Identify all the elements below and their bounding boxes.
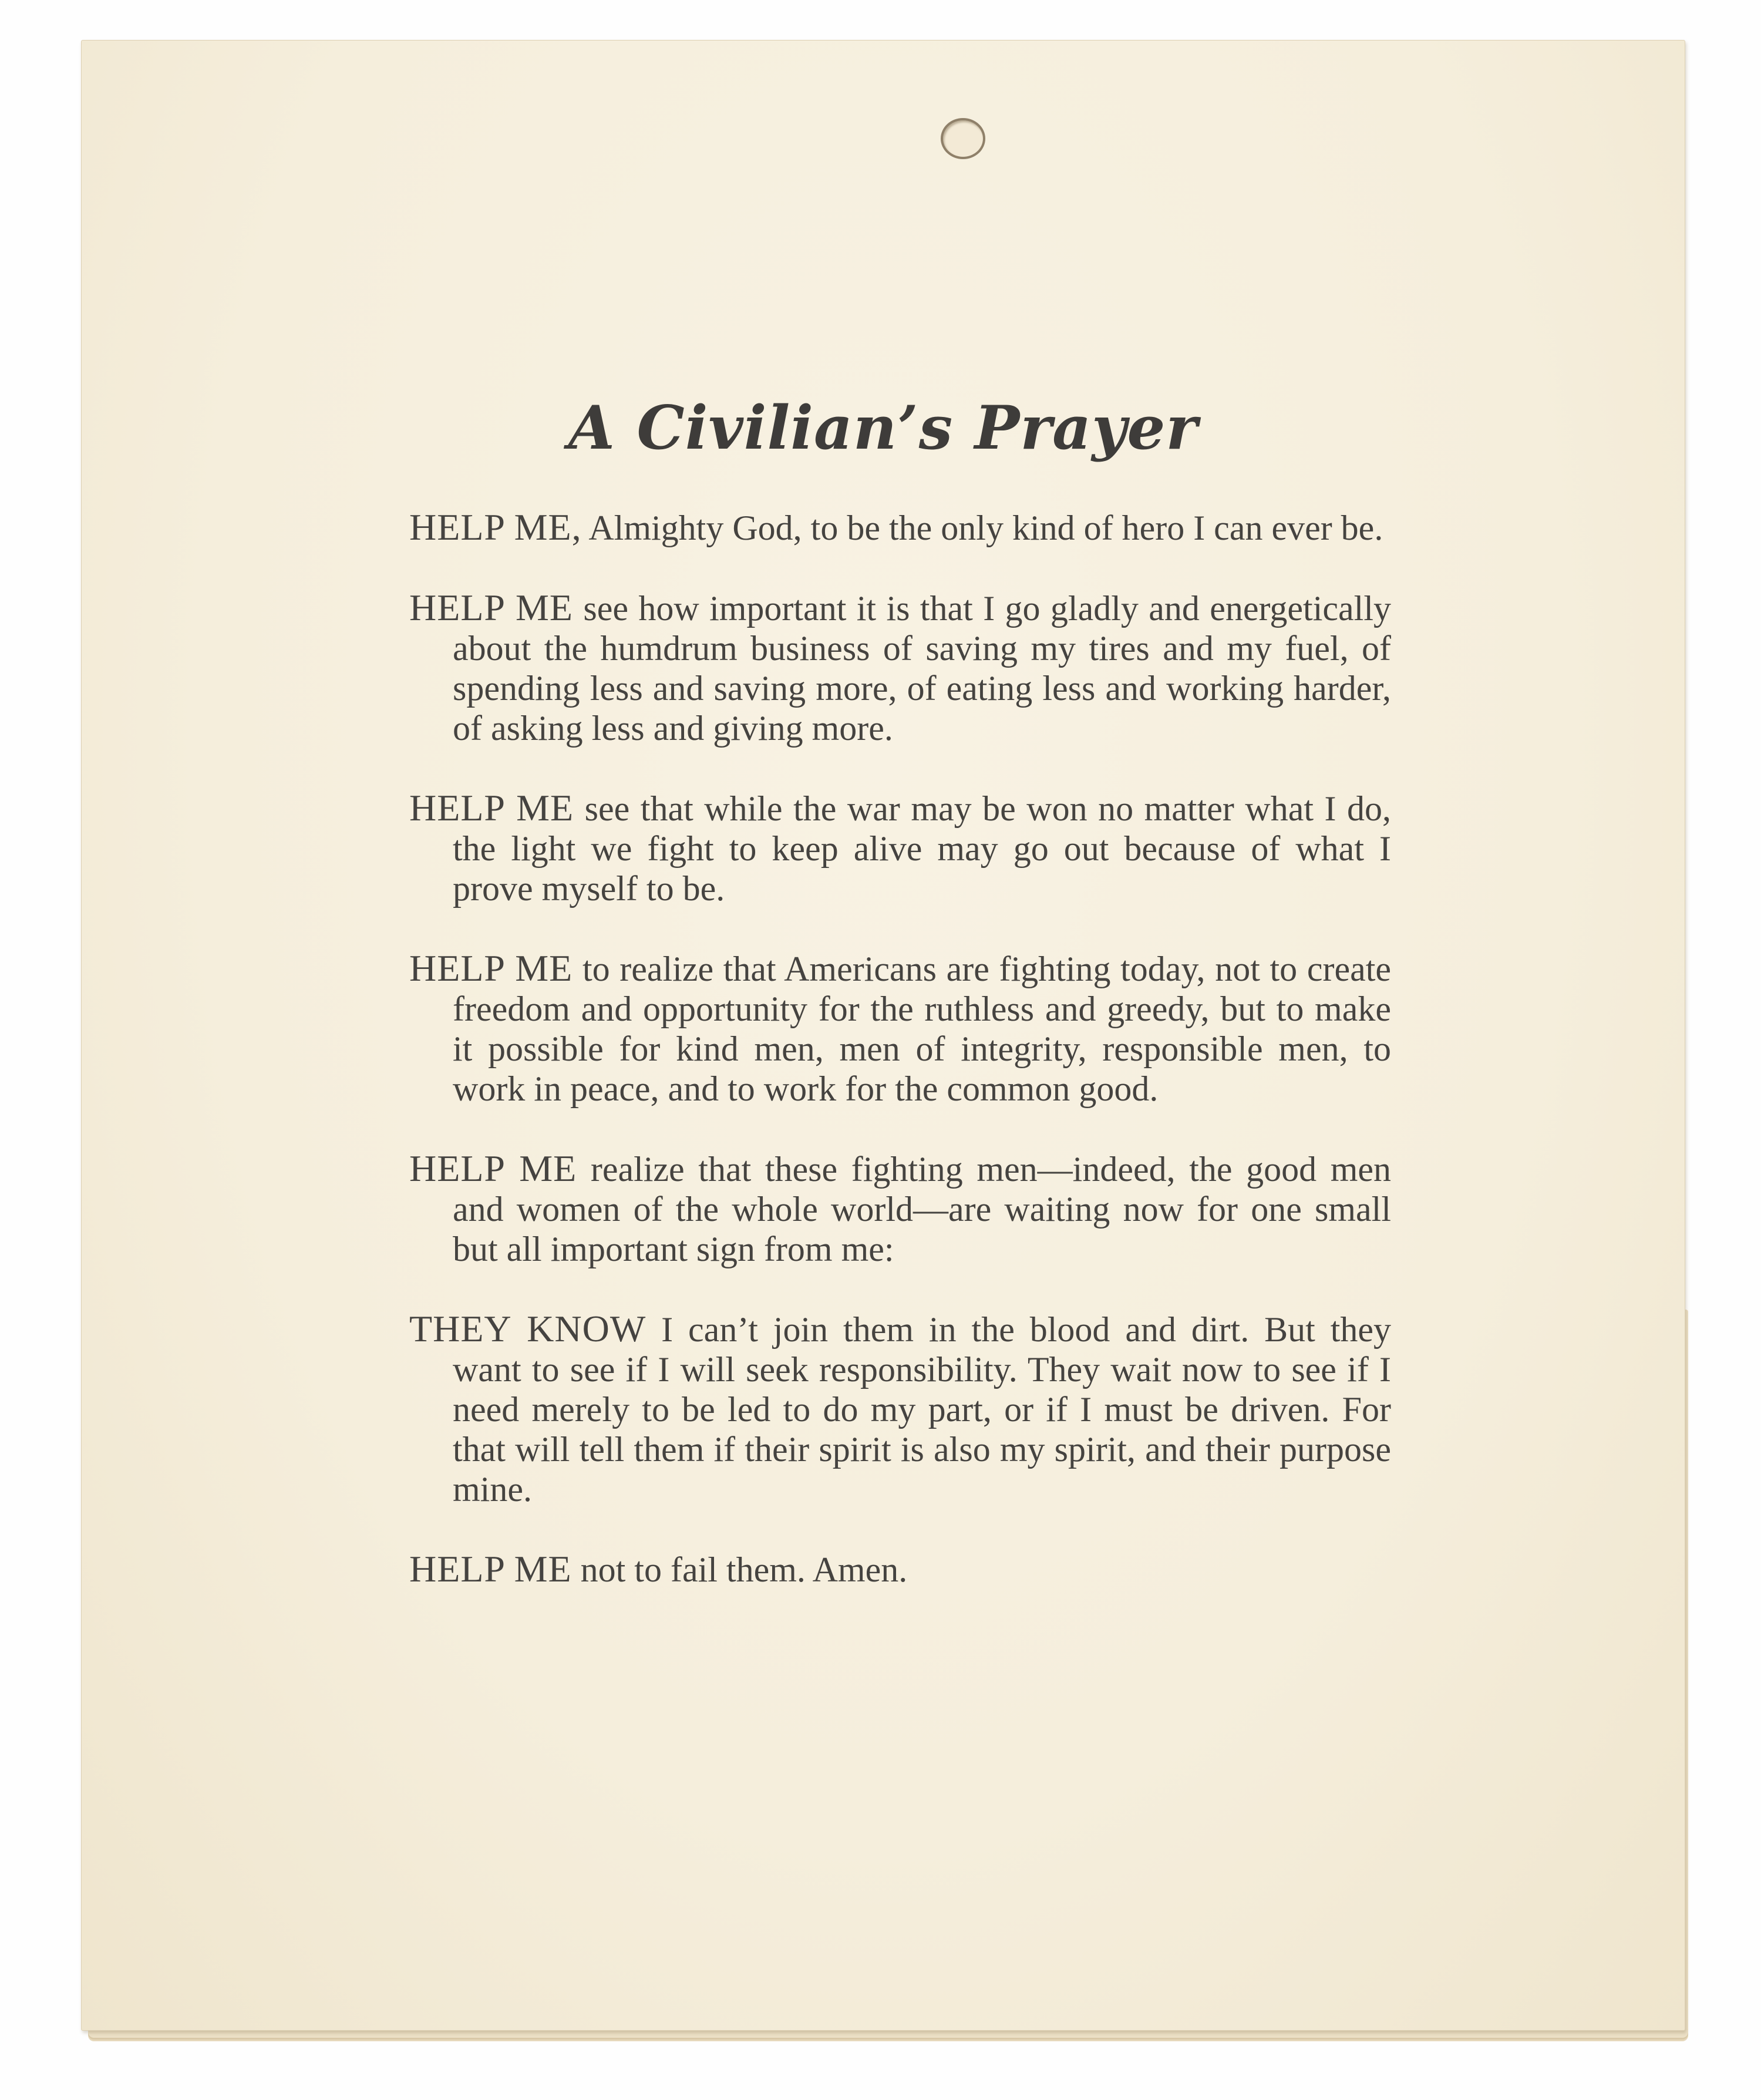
paragraph-lead: HELP ME xyxy=(409,1147,577,1189)
paragraph-lead: HELP ME xyxy=(409,587,573,628)
prayer-page xyxy=(81,40,1685,2031)
paragraph-text: realize that these fighting men—indeed, the good men and women of the whole world—are waiting now for one small but all important sign from me: xyxy=(453,1150,1392,1268)
paragraph-text: I can’t join them in the blood and dirt. But they want to see if I will seek responsibility. They wait now to see if I need merely to be led to do my part, or if I must be driven. For that will tell them if their spirit is also my spirit, and their purpose mine. xyxy=(453,1310,1392,1509)
prayer-paragraph-3 xyxy=(409,788,1391,908)
prayer-paragraph-1 xyxy=(409,507,1391,548)
paragraph-text: to realize that Americans are fighting today, not to create freedom and opportunity for the ruthless and greedy, but to make it possible for kind men, men of integrity, responsible men, to work in peace, and to work for the common good. xyxy=(453,950,1392,1108)
paragraph-text: Almighty God, to be the only kind of hero I can ever be. xyxy=(588,509,1383,547)
prayer-paragraph-4 xyxy=(409,948,1391,1109)
hanging-hole xyxy=(941,118,985,159)
paragraph-text: see that while the war may be won no matter what I do, the light we fight to keep alive may go out because of what I prove myself to be. xyxy=(453,789,1392,908)
paragraph-lead: THEY KNOW xyxy=(409,1308,647,1349)
paragraph-lead: HELP ME, xyxy=(409,506,582,548)
prayer-paragraph-5 xyxy=(409,1149,1391,1269)
paragraph-text: see how important it is that I go gladly and energetically about the humdrum business of saving my tires and my fuel, of spending less and saving more, of eating less and working harder, of asking less and giving more. xyxy=(453,589,1391,748)
prayer-body xyxy=(409,507,1391,1590)
prayer-paragraph-7 xyxy=(409,1549,1391,1590)
paragraph-text: not to fail them. Amen. xyxy=(580,1550,908,1589)
prayer-paragraph-6 xyxy=(409,1309,1391,1509)
paragraph-lead: HELP ME xyxy=(409,947,573,989)
paragraph-lead: HELP ME xyxy=(409,787,574,829)
page-title: A Civilian’s Prayer xyxy=(568,393,1198,463)
paragraph-lead: HELP ME xyxy=(409,1548,572,1590)
prayer-paragraph-2 xyxy=(409,588,1391,748)
